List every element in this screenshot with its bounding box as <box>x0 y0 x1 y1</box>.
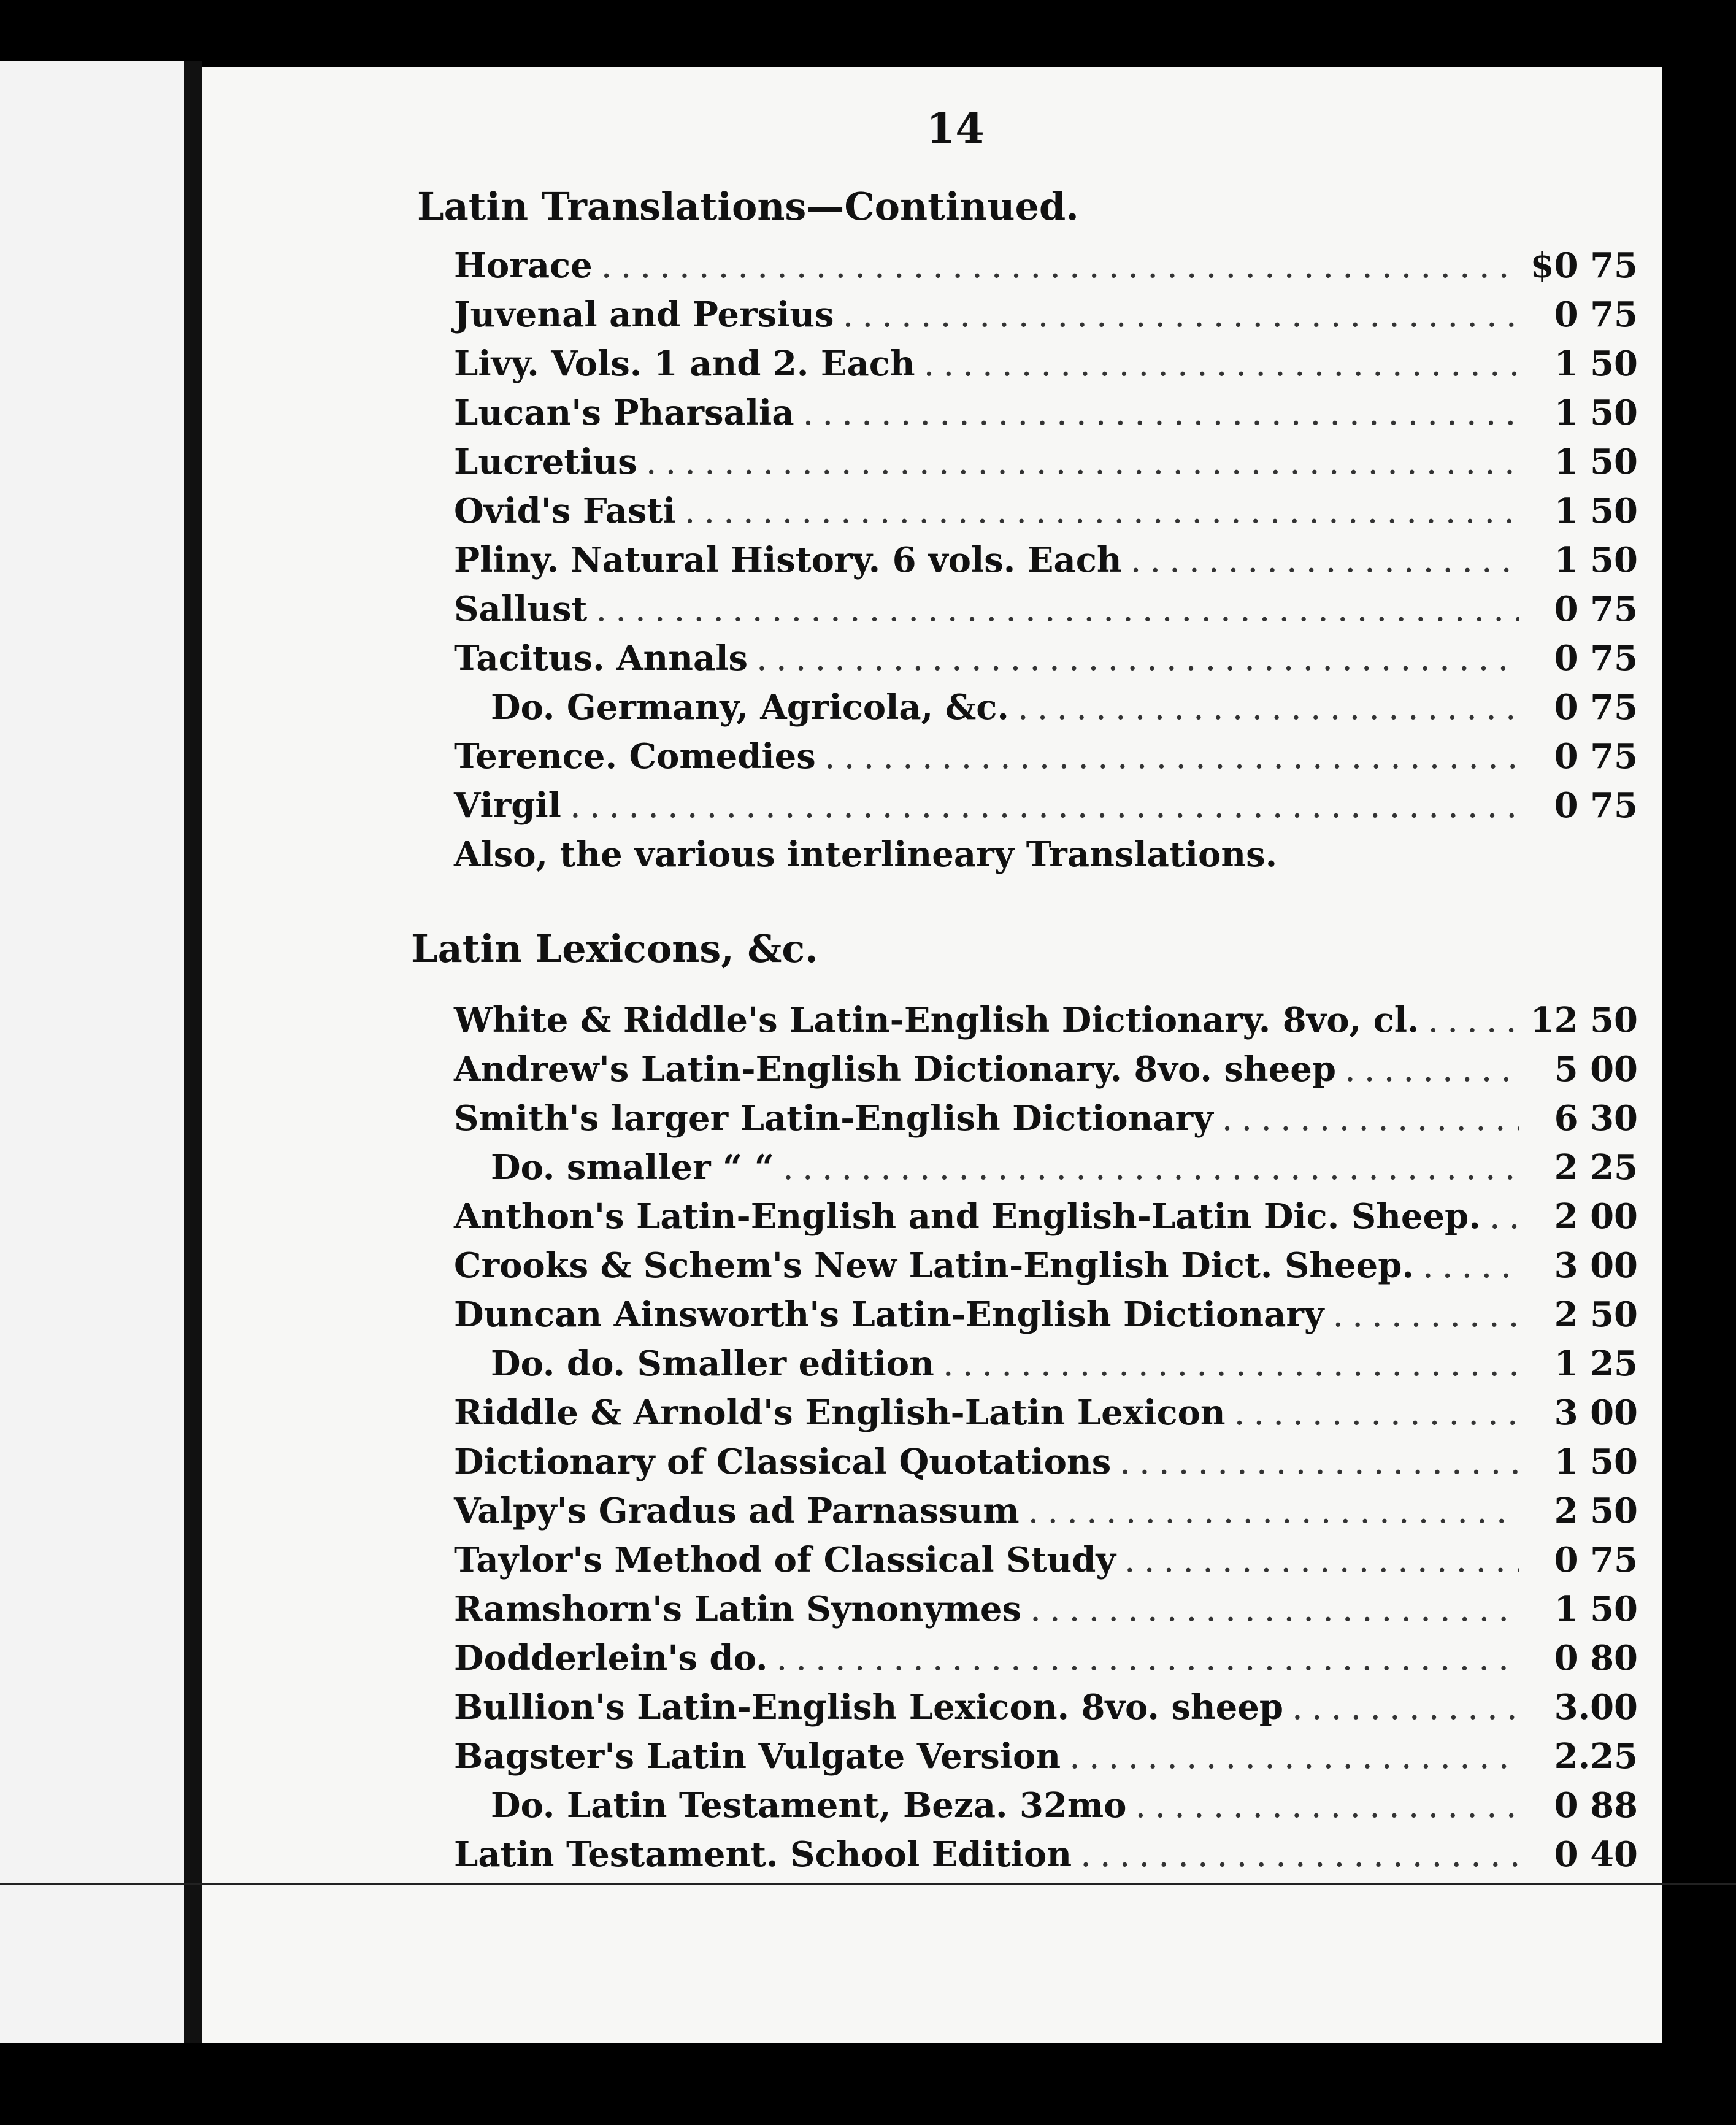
list-item <box>454 540 1638 589</box>
item-price: 2 50 <box>1554 1294 1638 1335</box>
item-price: 0 40 <box>1554 1834 1638 1875</box>
leader-dots <box>756 639 1519 678</box>
list-item <box>454 491 1638 540</box>
list-item <box>454 442 1638 491</box>
leader-dots <box>685 491 1519 531</box>
list-item <box>454 1442 1638 1491</box>
item-title: Sallust <box>454 589 588 629</box>
item-price: 1 50 <box>1554 1442 1638 1482</box>
list-item <box>454 785 1638 834</box>
list-item <box>454 344 1638 393</box>
list-item <box>454 1540 1638 1589</box>
item-price: 2 00 <box>1554 1196 1638 1237</box>
item-title: Tacitus. Annals <box>454 638 748 678</box>
leader-dots <box>1080 1835 1519 1875</box>
list-item <box>454 736 1638 785</box>
item-price: 1 50 <box>1554 393 1638 433</box>
item-price: 1 25 <box>1554 1343 1638 1384</box>
item-title: Do. Latin Testament, Beza. 32mo <box>491 1785 1127 1826</box>
item-title: Riddle & Arnold's English-Latin Lexicon <box>454 1393 1226 1433</box>
item-price: 0 75 <box>1554 638 1638 678</box>
item-price: 12 50 <box>1530 1000 1638 1040</box>
list-item <box>454 1589 1638 1638</box>
item-title: Dictionary of Classical Quotations <box>454 1442 1112 1482</box>
item-price: 0 75 <box>1554 1540 1638 1580</box>
list-item <box>454 1491 1638 1540</box>
item-price: 1 50 <box>1554 1589 1638 1629</box>
item-price: 5 00 <box>1554 1049 1638 1089</box>
leader-dots <box>783 1148 1519 1188</box>
item-price: 0 75 <box>1554 736 1638 777</box>
note-text: Also, the various interlineary Translations. <box>454 834 1278 875</box>
leader-dots <box>1131 540 1519 580</box>
item-title: Juvenal and Persius <box>454 294 834 335</box>
item-title: Crooks & Schem's New Latin-English Dict. Sheep. <box>454 1245 1414 1286</box>
item-title: White & Riddle's Latin-English Dictionary. 8vo, cl. <box>454 1000 1419 1040</box>
item-title: Smith's larger Latin-English Dictionary <box>454 1098 1213 1139</box>
item-price: 1 50 <box>1554 491 1638 531</box>
item-price: 1 50 <box>1554 442 1638 482</box>
item-title: Horace <box>454 245 593 286</box>
list-item <box>454 1049 1638 1098</box>
item-price: $0 75 <box>1530 245 1638 286</box>
list-item <box>454 294 1638 344</box>
list-item <box>454 1098 1638 1147</box>
leader-dots <box>1030 1589 1519 1629</box>
leader-dots <box>1292 1688 1519 1727</box>
leader-dots <box>943 1344 1519 1384</box>
item-price: 0 75 <box>1554 687 1638 728</box>
list-item <box>454 687 1638 736</box>
leader-dots <box>596 590 1519 629</box>
item-title: Bagster's Latin Vulgate Version <box>454 1736 1061 1777</box>
list-item <box>454 589 1638 638</box>
item-title: Lucan's Pharsalia <box>454 393 794 433</box>
list-item <box>454 1245 1638 1294</box>
list-item <box>454 245 1638 294</box>
list-item <box>454 638 1638 687</box>
leader-dots <box>1345 1050 1519 1089</box>
item-price: 3 00 <box>1554 1393 1638 1433</box>
catalog-page <box>202 67 1662 2043</box>
item-title: Lucretius <box>454 442 637 482</box>
leader-dots <box>570 786 1519 826</box>
section-heading-latin-lexicons: Latin Lexicons, &c. <box>411 926 818 971</box>
item-price: 1 50 <box>1554 540 1638 580</box>
page-number: 14 <box>926 104 985 153</box>
leader-dots <box>1135 1786 1519 1826</box>
item-price: 3 00 <box>1554 1245 1638 1286</box>
leader-dots <box>824 737 1519 777</box>
item-price: 1 50 <box>1554 344 1638 384</box>
leader-dots <box>843 295 1519 335</box>
item-title: Do. do. Smaller edition <box>491 1343 934 1384</box>
leader-dots <box>1069 1737 1519 1777</box>
item-title: Taylor's Method of Classical Study <box>454 1540 1116 1580</box>
leader-dots <box>1332 1295 1519 1335</box>
list-item <box>454 1687 1638 1736</box>
item-price: 2 25 <box>1554 1147 1638 1188</box>
list-item <box>454 1393 1638 1442</box>
leader-dots <box>803 393 1519 433</box>
list-item <box>454 1638 1638 1687</box>
leader-dots <box>776 1639 1519 1678</box>
leader-dots <box>1234 1393 1519 1433</box>
facing-page-edge <box>0 61 184 2043</box>
item-title: Valpy's Gradus ad Parnassum <box>454 1491 1020 1531</box>
item-title: Ramshorn's Latin Synonymes <box>454 1589 1022 1629</box>
item-title: Ovid's Fasti <box>454 491 676 531</box>
item-price: 0 75 <box>1554 785 1638 826</box>
leader-dots <box>1124 1540 1519 1580</box>
item-title: Latin Testament. School Edition <box>454 1834 1072 1875</box>
leader-dots <box>1222 1099 1519 1139</box>
book-binding <box>184 61 202 2043</box>
item-title: Terence. Comedies <box>454 736 816 777</box>
item-title: Virgil <box>454 785 561 826</box>
list-item <box>454 1785 1638 1834</box>
leader-dots <box>1427 1001 1519 1040</box>
list-item <box>454 1147 1638 1196</box>
item-price: 2 50 <box>1554 1491 1638 1531</box>
item-title: Livy. Vols. 1 and 2. Each <box>454 344 915 384</box>
item-title: Bullion's Latin-English Lexicon. 8vo. sheep <box>454 1687 1284 1727</box>
section-note <box>454 834 1638 883</box>
item-price: 0 75 <box>1554 589 1638 629</box>
leader-dots <box>1423 1246 1519 1286</box>
item-title: Dodderlein's do. <box>454 1638 768 1678</box>
item-price: 0 88 <box>1554 1785 1638 1826</box>
list-item <box>454 393 1638 442</box>
list-item <box>454 1196 1638 1245</box>
leader-dots <box>601 246 1519 286</box>
section-heading-latin-translations: Latin Translations—Continued. <box>417 184 1079 229</box>
leader-dots <box>924 344 1519 384</box>
leader-dots <box>1120 1442 1519 1482</box>
item-title: Do. Germany, Agricola, &c. <box>491 687 1009 728</box>
leader-dots <box>1018 688 1519 728</box>
item-title: Do. smaller “ “ <box>491 1147 775 1188</box>
item-price: 3.00 <box>1554 1687 1638 1727</box>
list-item <box>454 1000 1638 1049</box>
item-price: 6 30 <box>1554 1098 1638 1139</box>
list-item <box>454 1736 1638 1785</box>
list-item <box>454 1834 1638 1883</box>
leader-dots <box>1489 1197 1519 1237</box>
item-title: Duncan Ainsworth's Latin-English Dictionary <box>454 1294 1324 1335</box>
item-price: 0 75 <box>1554 294 1638 335</box>
scan-crop-line <box>0 1883 1736 1885</box>
list-item <box>454 1294 1638 1343</box>
list-item <box>454 1343 1638 1393</box>
item-title: Anthon's Latin-English and English-Latin Dic. Sheep. <box>454 1196 1481 1237</box>
leader-dots <box>1028 1491 1519 1531</box>
item-title: Pliny. Natural History. 6 vols. Each <box>454 540 1122 580</box>
item-price: 2.25 <box>1554 1736 1638 1777</box>
item-price: 0 80 <box>1554 1638 1638 1678</box>
leader-dots <box>646 442 1519 482</box>
item-title: Andrew's Latin-English Dictionary. 8vo. sheep <box>454 1049 1336 1089</box>
